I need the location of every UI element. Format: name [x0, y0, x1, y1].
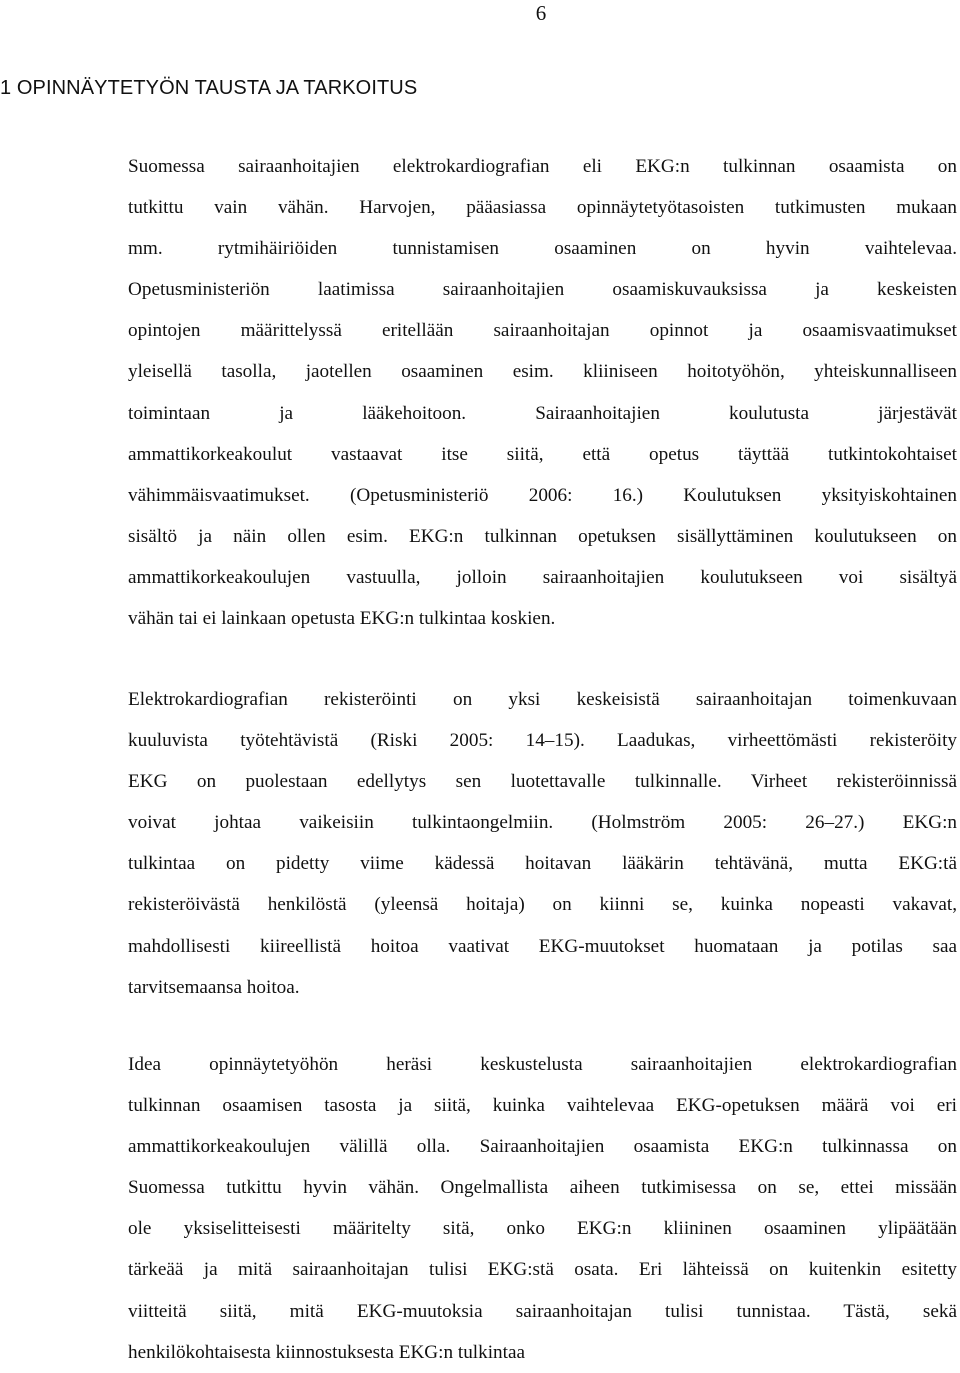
paragraph-line: tarvitsemaansa hoitoa. — [128, 976, 300, 998]
paragraph-line: voivat johtaa vaikeisiin tulkintaongelmiin. (Holmström 2005: 26–27.) EKG:n — [128, 812, 957, 834]
page-number: 6 — [535, 1, 547, 25]
paragraph-line: opintojen määrittelyssä eritellään sairaanhoitajan opinnot ja osaamisvaatimukset — [128, 320, 957, 342]
paragraph-line: ammattikorkeakoulujen välillä olla. Sairaanhoitajien osaamista EKG:n tulkinnassa on — [128, 1136, 957, 1158]
section-heading: 1 OPINNÄYTETYÖN TAUSTA JA TARKOITUS — [0, 77, 418, 99]
paragraph-line: viitteitä siitä, mitä EKG-muutoksia sairaanhoitajan tulisi tunnistaa. Tästä, sekä — [128, 1300, 957, 1322]
paragraph-2 — [128, 679, 957, 1008]
paragraph-line: tutkittu vain vähän. Harvojen, pääasiassa opinnäytetyötasoisten tutkimusten mukaan — [128, 197, 957, 219]
paragraph-line: ammattikorkeakoulut vastaavat itse siitä, että opetus täyttää tutkintokohtaiset — [128, 443, 957, 465]
paragraph-line: ammattikorkeakoulujen vastuulla, jolloin sairaanhoitajien koulutukseen voi sisältyä — [128, 566, 957, 588]
paragraph-line: mahdollisesti kiireellistä hoitoa vaativat EKG-muutokset huomataan ja potilas saa — [128, 935, 957, 957]
paragraph-1 — [128, 146, 957, 639]
paragraph-line: mm. rytmihäiriöiden tunnistamisen osaaminen on hyvin vaihtelevaa. — [128, 238, 957, 260]
paragraph-line: Opetusministeriön laatimissa sairaanhoitajien osaamiskuvauksissa ja keskeisten — [128, 279, 957, 301]
paragraph-line: Elektrokardiografian rekisteröinti on yksi keskeisistä sairaanhoitajan toimenkuvaan — [128, 689, 957, 710]
paragraph-line: henkilökohtaisesta kiinnostuksesta EKG:n tulkintaa — [128, 1341, 526, 1363]
paragraph-line: vähän tai ei lainkaan opetusta EKG:n tulkintaa koskien. — [128, 608, 556, 630]
paragraph-line: Suomessa tutkittu hyvin vähän. Ongelmallista aiheen tutkimisessa on se, ettei missään — [128, 1177, 957, 1199]
paragraph-3 — [128, 1044, 957, 1373]
paragraph-line: EKG on puolestaan edellytys sen luotettavalle tulkinnalle. Virheet rekisteröinnissä — [128, 771, 957, 793]
paragraph-line: Suomessa sairaanhoitajien elektrokardiografian eli EKG:n tulkinnan osaamista on — [128, 156, 957, 177]
paragraph-line: vähimmäisvaatimukset. (Opetusministeriö 2006: 16.) Koulutuksen yksityiskohtainen — [128, 484, 957, 506]
paragraph-line: ole yksiselitteisesti määritelty sitä, onko EKG:n kliininen osaaminen ylipäätään — [128, 1218, 957, 1240]
paragraph-line: sisältö ja näin ollen esim. EKG:n tulkinnan opetuksen sisällyttäminen koulutukseen on — [128, 525, 957, 547]
paragraph-line: yleisellä tasolla, jaotellen osaaminen esim. kliiniseen hoitotyöhön, yhteiskunnalliseen — [128, 361, 957, 383]
paragraph-line: tulkintaa on pidetty viime kädessä hoitavan lääkärin tehtävänä, mutta EKG:tä — [128, 853, 957, 875]
paragraph-line: tärkeää ja mitä sairaanhoitajan tulisi EKG:stä osata. Eri lähteissä on kuitenkin esitetty — [128, 1259, 957, 1281]
paragraph-line: kuuluvista työtehtävistä (Riski 2005: 14–15). Laadukas, virheettömästi rekisteröity — [128, 730, 957, 752]
paragraph-line: tulkinnan osaamisen tasosta ja siitä, kuinka vaihtelevaa EKG-opetuksen määrä voi eri — [128, 1095, 957, 1117]
paragraph-line: Idea opinnäytetyöhön heräsi keskustelusta sairaanhoitajien elektrokardiografian — [128, 1054, 957, 1075]
paragraph-line: toimintaan ja lääkehoitoon. Sairaanhoitajien koulutusta järjestävät — [128, 402, 957, 424]
paragraph-line: rekisteröivästä henkilöstä (yleensä hoitaja) on kiinni se, kuinka nopeasti vakavat, — [128, 894, 957, 916]
